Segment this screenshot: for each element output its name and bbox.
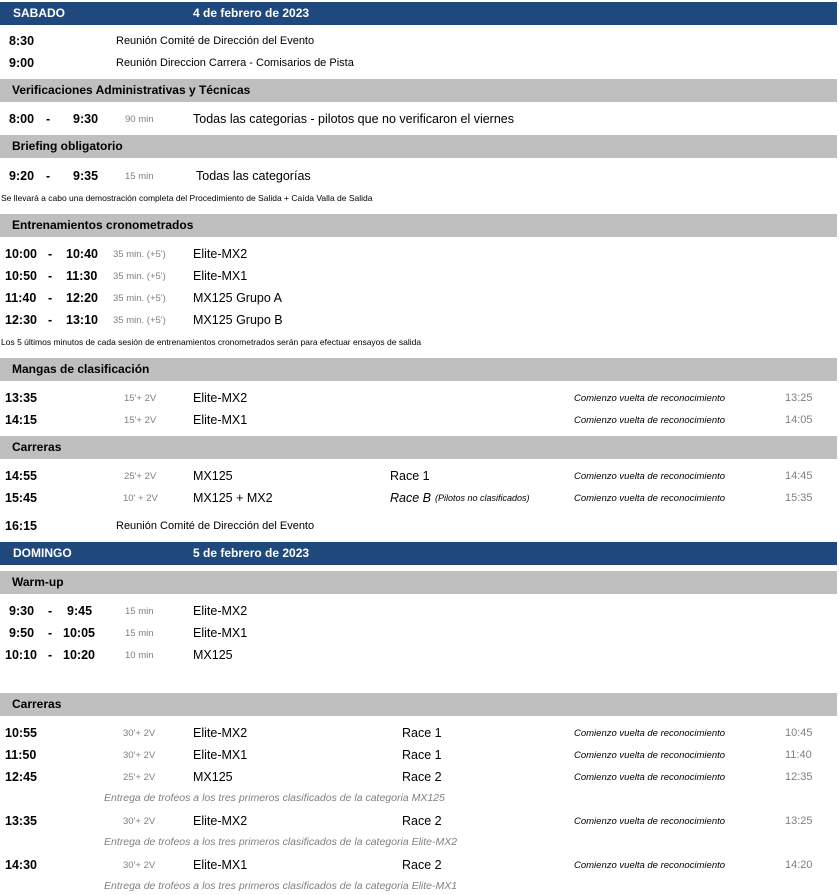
session-text: Todas las categorías <box>196 169 311 183</box>
category: MX125 <box>193 648 233 662</box>
start-time: 10:50 <box>5 269 37 283</box>
recon-lap-time: 12:35 <box>785 771 813 783</box>
category: Elite-MX1 <box>193 269 248 283</box>
start-time: 10:00 <box>5 247 37 261</box>
section-title: Mangas de clasificación <box>12 362 150 376</box>
end-time: 9:35 <box>73 169 99 183</box>
start-time: 10:10 <box>5 648 37 662</box>
race-label: Race 1 <box>402 748 442 762</box>
section-title: Warm-up <box>12 575 64 589</box>
recon-lap-label: Comienzo vuelta de reconocimiento <box>574 415 726 426</box>
race-note: (Pilotos no clasificados) <box>435 493 530 503</box>
section-title: Entrenamientos cronometrados <box>12 218 194 232</box>
start-time: 11:40 <box>5 291 37 305</box>
event-time: 16:15 <box>5 519 37 533</box>
section-title: Carreras <box>12 697 62 711</box>
race-time: 11:50 <box>5 748 37 762</box>
trophy-note: Entrega de trofeos a los tres primeros clasificados de la categoria Elite-MX1 <box>104 880 458 892</box>
start-time: 9:50 <box>9 626 35 640</box>
section-title: Verificaciones Administrativas y Técnicas <box>12 83 251 97</box>
start-time: 9:20 <box>9 169 35 183</box>
recon-lap-time: 14:45 <box>785 470 813 482</box>
start-time: 8:00 <box>9 112 35 126</box>
duration: 30'+ 2V <box>123 816 156 827</box>
race-time: 14:15 <box>5 413 37 427</box>
end-time: 10:05 <box>63 626 95 640</box>
recon-lap-time: 10:45 <box>785 727 813 739</box>
recon-lap-label: Comienzo vuelta de reconocimiento <box>574 860 726 871</box>
end-time: 9:45 <box>67 604 93 618</box>
race-time: 14:30 <box>5 858 37 872</box>
category: MX125 + MX2 <box>193 491 273 505</box>
section-title: Briefing obligatorio <box>12 139 123 153</box>
section-header-entrenamientos <box>0 214 837 237</box>
time-dash: - <box>48 626 53 640</box>
race-time: 14:55 <box>5 469 37 483</box>
duration: 30'+ 2V <box>123 728 156 739</box>
end-time: 9:30 <box>73 112 99 126</box>
event-time: 8:30 <box>9 34 35 48</box>
day-name: DOMINGO <box>13 546 72 560</box>
duration: 35 min. (+5') <box>113 249 166 260</box>
duration: 35 min. (+5') <box>113 293 166 304</box>
event-text: Reunión Comité de Dirección del Evento <box>116 520 315 532</box>
duration: 35 min. (+5') <box>113 315 166 326</box>
start-time: 9:30 <box>9 604 35 618</box>
event-time: 9:00 <box>9 56 35 70</box>
duration: 30'+ 2V <box>123 750 156 761</box>
duration: 25'+ 2V <box>123 772 156 783</box>
time-dash: - <box>48 247 53 261</box>
time-dash: - <box>48 291 53 305</box>
race-label: Race 2 <box>402 770 442 784</box>
category: Elite-MX2 <box>193 726 248 740</box>
duration: 35 min. (+5') <box>113 271 166 282</box>
category: Elite-MX2 <box>193 604 248 618</box>
section-header-mangas <box>0 358 837 381</box>
category: MX125 <box>193 469 233 483</box>
race-time: 12:45 <box>5 770 37 784</box>
category: Elite-MX1 <box>193 413 248 427</box>
day-date: 4 de febrero de 2023 <box>193 6 310 20</box>
event-text: Reunión Comité de Dirección del Evento <box>116 35 315 47</box>
duration: 10 min <box>125 650 154 661</box>
duration: 25'+ 2V <box>124 471 157 482</box>
time-dash: - <box>46 112 51 126</box>
time-dash: - <box>46 169 51 183</box>
race-label: Race 2 <box>402 858 442 872</box>
section-header-warmup <box>0 571 837 594</box>
category: Elite-MX2 <box>193 391 248 405</box>
category: Elite-MX1 <box>193 626 248 640</box>
time-dash: - <box>48 313 53 327</box>
section-header-verificaciones <box>0 79 837 102</box>
category: Elite-MX2 <box>193 814 248 828</box>
recon-lap-label: Comienzo vuelta de reconocimiento <box>574 750 726 761</box>
category: MX125 Grupo B <box>193 313 283 327</box>
event-text: Reunión Direccion Carrera - Comisarios de Pista <box>116 57 354 69</box>
duration: 30'+ 2V <box>123 860 156 871</box>
recon-lap-label: Comienzo vuelta de reconocimiento <box>574 493 726 504</box>
time-dash: - <box>48 604 53 618</box>
end-time: 13:10 <box>66 313 98 327</box>
end-time: 11:30 <box>66 269 98 283</box>
duration: 15 min <box>125 628 154 639</box>
recon-lap-time: 15:35 <box>785 492 813 504</box>
end-time: 10:40 <box>66 247 98 261</box>
recon-lap-label: Comienzo vuelta de reconocimiento <box>574 772 726 783</box>
duration: 15 min <box>125 606 154 617</box>
section-header-briefing <box>0 135 837 158</box>
category: Elite-MX2 <box>193 247 248 261</box>
section-header-carreras-sabado <box>0 436 837 459</box>
end-time: 12:20 <box>66 291 98 305</box>
recon-lap-time: 13:25 <box>785 392 813 404</box>
recon-lap-time: 14:20 <box>785 859 813 871</box>
trophy-note: Entrega de trofeos a los tres primeros clasificados de la categoria MX125 <box>104 792 445 804</box>
race-time: 15:45 <box>5 491 37 505</box>
category: Elite-MX1 <box>193 748 248 762</box>
trophy-note: Entrega de trofeos a los tres primeros clasificados de la categoria Elite-MX2 <box>104 836 458 848</box>
race-time: 13:35 <box>5 391 37 405</box>
section-header-carreras-domingo <box>0 693 837 716</box>
recon-lap-time: 13:25 <box>785 815 813 827</box>
day-header-domingo <box>0 542 837 565</box>
duration: 90 min <box>125 114 154 125</box>
duration: 10' + 2V <box>123 493 158 504</box>
recon-lap-label: Comienzo vuelta de reconocimiento <box>574 471 726 482</box>
recon-lap-label: Comienzo vuelta de reconocimiento <box>574 393 726 404</box>
recon-lap-time: 14:05 <box>785 414 813 426</box>
session-text: Todas las categorias - pilotos que no verificaron el viernes <box>193 112 515 126</box>
day-date: 5 de febrero de 2023 <box>193 546 310 560</box>
category: MX125 <box>193 770 233 784</box>
time-dash: - <box>48 269 53 283</box>
recon-lap-time: 11:40 <box>785 749 812 761</box>
race-time: 13:35 <box>5 814 37 828</box>
section-title: Carreras <box>12 440 62 454</box>
race-time: 10:55 <box>5 726 37 740</box>
race-label: Race 1 <box>402 726 442 740</box>
practice-note: Los 5 últimos minutos de cada sesión de entrenamientos cronometrados serán para efectuar ensayos de salida <box>1 337 422 347</box>
start-time: 12:30 <box>5 313 37 327</box>
category: Elite-MX1 <box>193 858 248 872</box>
race-label: Race 1 <box>390 469 430 483</box>
duration: 15'+ 2V <box>124 393 157 404</box>
recon-lap-label: Comienzo vuelta de reconocimiento <box>574 728 726 739</box>
day-header-sabado <box>0 2 837 25</box>
end-time: 10:20 <box>63 648 95 662</box>
recon-lap-label: Comienzo vuelta de reconocimiento <box>574 816 726 827</box>
race-label: Race 2 <box>402 814 442 828</box>
day-name: SABADO <box>13 6 66 20</box>
time-dash: - <box>48 648 53 662</box>
briefing-note: Se llevará a cabo una demostración completa del Procedimiento de Salida + Caída Valla de Salida <box>1 193 373 203</box>
duration: 15'+ 2V <box>124 415 157 426</box>
category: MX125 Grupo A <box>193 291 282 305</box>
race-label: Race B <box>390 491 431 505</box>
duration: 15 min <box>125 171 154 182</box>
